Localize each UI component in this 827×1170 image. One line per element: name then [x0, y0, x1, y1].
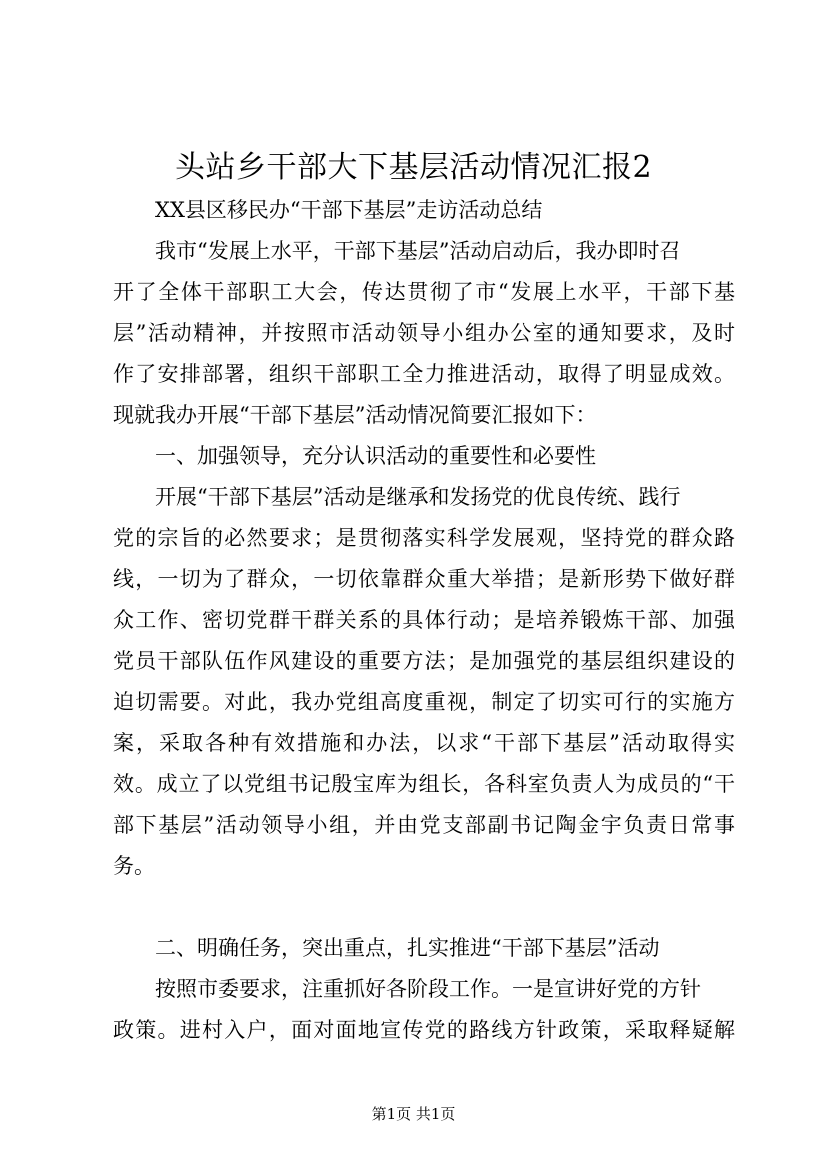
- paragraph-line: 效。成立了以党组书记殷宝库为组长，各科室负责人为成员的“干: [113, 772, 735, 796]
- section-heading: 二、明确任务，突出重点，扎实推进“干部下基层”活动: [155, 936, 660, 960]
- paragraph-line: 线，一切为了群众，一切依靠群众重大举措；是新形势下做好群: [113, 567, 735, 591]
- paragraph-line: 务。: [113, 854, 155, 878]
- document-title: 头站乡干部大下基层活动情况汇报2: [174, 150, 653, 185]
- document-body: [113, 190, 735, 1051]
- subtitle-line: XX县区移民办“干部下基层”走访活动总结: [155, 198, 543, 222]
- paragraph-line: 现就我办开展“干部下基层”活动情况简要汇报如下：: [113, 403, 597, 427]
- section-heading: 一、加强领导，充分认识活动的重要性和必要性: [155, 444, 596, 468]
- page-footer: 第1页 共1页: [371, 1105, 456, 1123]
- paragraph-line: 开了全体干部职工大会，传达贯彻了市“发展上水平，干部下基: [113, 280, 735, 304]
- paragraph-line: 众工作、密切党群干群关系的具体行动；是培养锻炼干部、加强: [113, 608, 735, 632]
- paragraph-line: 开展“干部下基层”活动是继承和发扬党的优良传统、践行: [155, 485, 681, 509]
- blank-line: [113, 887, 735, 928]
- paragraph-line: 政策。进村入户，面对面地宣传党的路线方针政策，采取释疑解: [113, 1018, 735, 1042]
- paragraph-line: 按照市委要求，注重抓好各阶段工作。一是宣讲好党的方针: [155, 977, 701, 1001]
- paragraph-line: 党员干部队伍作风建设的重要方法；是加强党的基层组织建设的: [113, 649, 735, 673]
- paragraph-line: 党的宗旨的必然要求；是贯彻落实科学发展观，坚持党的群众路: [113, 526, 735, 550]
- paragraph-line: 案，采取各种有效措施和办法，以求“干部下基层”活动取得实: [113, 731, 735, 755]
- paragraph-line: 部下基层”活动领导小组，并由党支部副书记陶金宇负责日常事: [113, 813, 735, 837]
- paragraph-line: 迫切需要。对此，我办党组高度重视，制定了切实可行的实施方: [113, 690, 735, 714]
- paragraph-line: 层”活动精神，并按照市活动领导小组办公室的通知要求，及时: [113, 321, 735, 345]
- paragraph-line: 作了安排部署，组织干部职工全力推进活动，取得了明显成效。: [113, 362, 735, 386]
- paragraph-line: 我市“发展上水平，干部下基层”活动启动后，我办即时召: [155, 239, 681, 263]
